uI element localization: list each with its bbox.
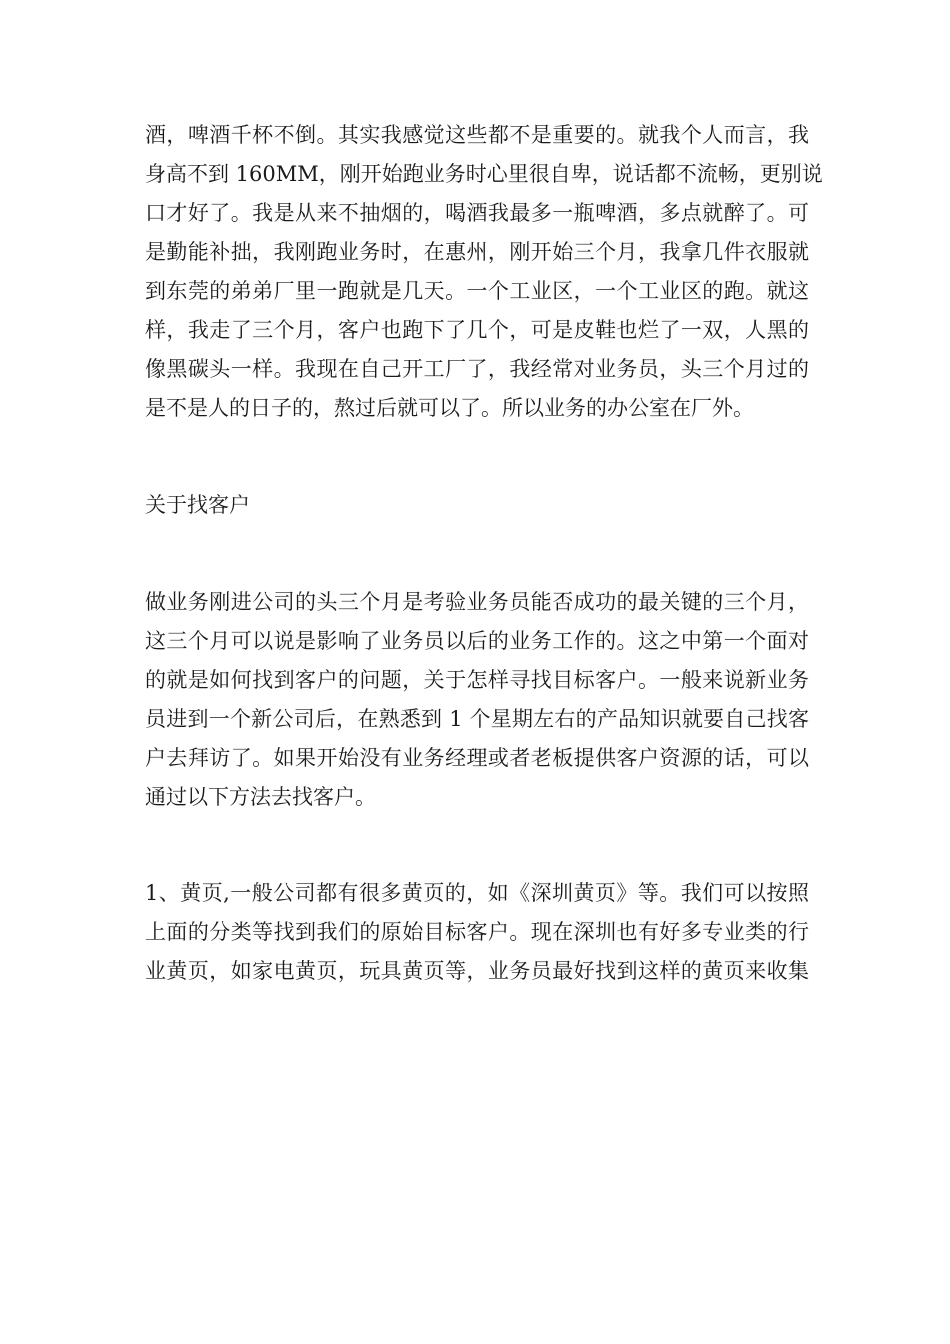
paragraph-3 bbox=[145, 874, 809, 991]
text-line: 口才好了。我是从来不抽烟的，喝酒我最多一瓶啤酒，多点就醉了。可 bbox=[145, 201, 809, 225]
text-line: 这三个月可以说是影响了业务员以后的业务工作的。这之中第一个面对 bbox=[145, 629, 809, 653]
paragraph-spacer bbox=[145, 525, 809, 583]
text-line: 员进到一个新公司后，在熟悉到 1 个星期左右的产品知识就要自己找客 bbox=[145, 707, 809, 731]
text-line: 到东莞的弟弟厂里一跑就是几天。一个工业区，一个工业区的跑。就这 bbox=[145, 279, 809, 303]
text-line: 做业务刚进公司的头三个月是考验业务员能否成功的最关键的三个月， bbox=[145, 590, 809, 614]
paragraph-spacer bbox=[145, 428, 809, 486]
text-line: 业黄页，如家电黄页，玩具黄页等，业务员最好找到这样的黄页来收集 bbox=[145, 959, 809, 983]
text-line: 户去拜访了。如果开始没有业务经理或者老板提供客户资源的话，可以 bbox=[145, 746, 809, 770]
paragraph-1 bbox=[145, 116, 823, 428]
text-line: 身高不到 160MM，刚开始跑业务时心里很自卑，说话都不流畅，更别说 bbox=[145, 162, 823, 186]
text-line: 的就是如何找到客户的问题，关于怎样寻找目标客户。一般来说新业务 bbox=[145, 668, 809, 692]
document-body bbox=[145, 116, 823, 991]
paragraph-2 bbox=[145, 583, 809, 817]
text-line: 上面的分类等找到我们的原始目标客户。现在深圳也有好多专业类的行 bbox=[145, 920, 809, 944]
text-line: 样，我走了三个月，客户也跑下了几个，可是皮鞋也烂了一双，人黑的 bbox=[145, 318, 809, 342]
text-line: 通过以下方法去找客户。 bbox=[145, 785, 376, 809]
text-line: 是不是人的日子的，熬过后就可以了。所以业务的办公室在厂外。 bbox=[145, 396, 754, 420]
text-line: 像黑碳头一样。我现在自己开工厂了，我经常对业务员，头三个月过的 bbox=[145, 357, 809, 381]
text-line: 是勤能补拙，我刚跑业务时，在惠州，刚开始三个月，我拿几件衣服就 bbox=[145, 240, 809, 264]
text-line: 1、黄页,一般公司都有很多黄页的，如《深圳黄页》等。我们可以按照 bbox=[145, 881, 809, 905]
paragraph-spacer bbox=[145, 817, 809, 874]
section-heading: 关于找客户 bbox=[145, 493, 250, 517]
text-line: 酒，啤酒千杯不倒。其实我感觉这些都不是重要的。就我个人而言，我 bbox=[145, 123, 809, 147]
